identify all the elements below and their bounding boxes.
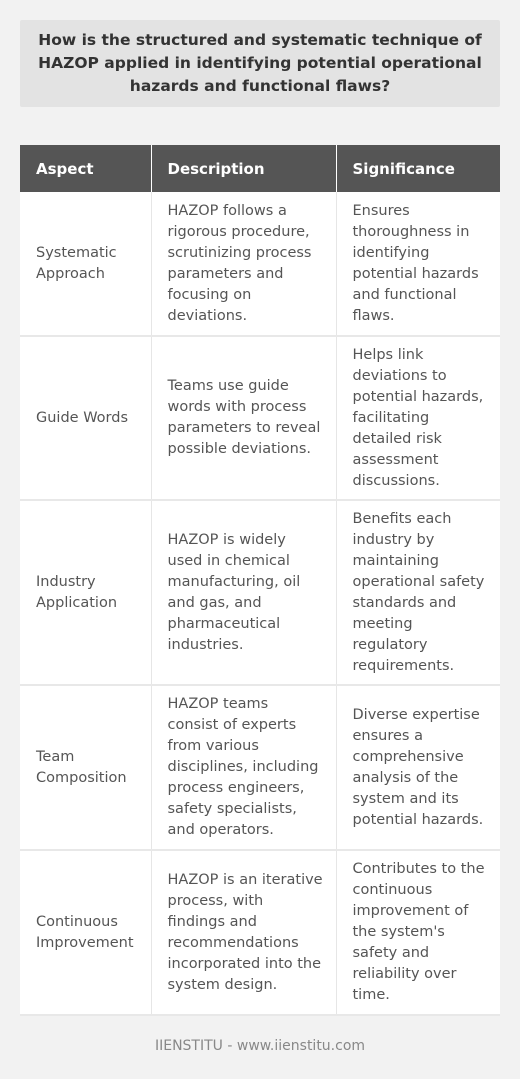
table-row [20, 336, 500, 500]
cell-description: HAZOP teams consist of experts from various disciplines, including process engineers, safety specialists, and operators. [151, 685, 336, 850]
cell-significance: Benefits each industry by maintaining operational safety standards and meeting regulatory requirements. [336, 500, 500, 685]
footer-credit: IIENSTITU - www.iienstitu.com [154, 1038, 366, 1054]
cell-description: HAZOP follows a rigorous procedure, scrutinizing process parameters and focusing on deviations. [151, 192, 336, 336]
cell-aspect: Industry Application [20, 500, 151, 685]
cell-aspect: Guide Words [20, 336, 151, 500]
header-significance: Significance [336, 145, 500, 192]
cell-significance: Diverse expertise ensures a comprehensive analysis of the system and its potential hazards. [336, 685, 500, 850]
cell-significance: Ensures thoroughness in identifying potential hazards and functional flaws. [336, 192, 500, 336]
cell-aspect: Continuous Improvement [20, 850, 151, 1015]
cell-description: HAZOP is widely used in chemical manufacturing, oil and gas, and pharmaceutical industries. [151, 500, 336, 685]
table-row [20, 192, 500, 336]
header-description: Description [151, 145, 336, 192]
table-header-row [20, 145, 500, 192]
cell-aspect: Team Composition [20, 685, 151, 850]
title-box [20, 20, 500, 107]
header-aspect: Aspect [20, 145, 151, 192]
cell-description: HAZOP is an iterative process, with findings and recommendations incorporated into the system design. [151, 850, 336, 1015]
page-title: How is the structured and systematic technique of HAZOP applied in identifying potential operational hazards and functional flaws? [38, 31, 482, 95]
table-row [20, 850, 500, 1015]
table-row [20, 685, 500, 850]
cell-significance: Helps link deviations to potential hazards, facilitating detailed risk assessment discussions. [336, 336, 500, 500]
hazop-table [20, 145, 500, 1016]
table-row [20, 500, 500, 685]
cell-description: Teams use guide words with process parameters to reveal possible deviations. [151, 336, 336, 500]
cell-significance: Contributes to the continuous improvement of the system's safety and reliability over time. [336, 850, 500, 1015]
cell-aspect: Systematic Approach [20, 192, 151, 336]
